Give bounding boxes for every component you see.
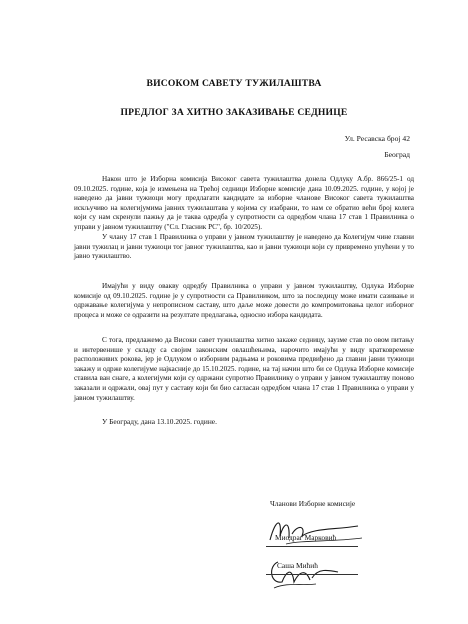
- body-paragraph: Након што је Изборна комисија Високог савета тужилаштва донела Одлуку А.бр. 866/25-1 од 09.10.2025. године, која је измењена на Трећој седници Изборне комисије дана 10.09.2025. године, у којој је наведено да јавни тужиоци могу предлагати кандидате за изборне чланове Високог савета тужилаштва искључиво на колегијумима јавних тужилаштава у којима су изабрани, то нам се обратио већи број колега који су нам скренули пажњу да је таква одредба у супротности са одредбом члана 17 став 1 Правилника о управи у јавном тужилаштву ("Сл. Гласник РС", бр. 10/2025).: [74, 175, 414, 231]
- address-street: Ул. Ресавска број 42: [344, 134, 410, 143]
- body-paragraph: Имајући у виду овакву одредбу Правилника о управи у јавном тужилаштву, Одлука Изборне комисије од 09.10.2025. године је у супротности са Правилником, што за последицу може имати сазивање и одржавање колегијума у непрописном саставу, што даље може довести до компромитовања целог изборног процеса и може се одразити на резултате предлагања, односно избора кандидата.: [74, 282, 414, 319]
- signature-line-2: [266, 574, 358, 575]
- document-subject: ПРЕДЛОГ ЗА ХИТНО ЗАКАЗИВАЊЕ СЕДНИЦЕ: [120, 107, 348, 118]
- recipient-address: [345, 131, 410, 163]
- body-paragraph: С тога, предлажемо да Високи савет тужилаштва хитно закаже седницу, заузме став по овом питању и интервенише у складу са својим законским овлашћењима, нарочито имајући у виду кратковремене расположивих рокова, јер је Одлуком о изборним радњама и роковима предвиђено да главни јавни тужиоци закажу и одрже колегијуме најкасније до 15.10.2025. године, на тај начин што би се Одлука Изборне комисије ставила ван снаге, а колегијуми који су одржани супротно Правилнику о управи у јавном тужилаштву поново заказали и одржали, овај пут у саставу који би био сагласан одредбом члана 17 став 1 Правилника о управи у јавном тужилаштву.: [74, 336, 414, 402]
- signature-1: [262, 514, 372, 548]
- address-city: Београд: [384, 150, 410, 159]
- place-and-date: У Београду, дана 13.10.2025. године.: [102, 417, 217, 426]
- signature-line-1: [266, 546, 358, 547]
- members-title: Чланови Изборне комисије: [270, 499, 356, 508]
- body-paragraph: У члану 17 став 1 Правилника о управи у јавном тужилаштву је наведено да Колегијум чине главни јавни тужилац и јавни тужиоци тог јавног тужилаштва, као и јавни тужиоци који су привремено упућени у то јавно тужилаштво.: [74, 233, 414, 261]
- member-name-1: Миодраг Марковић: [275, 533, 337, 542]
- signature-2: [266, 552, 366, 592]
- member-name-2: Саша Мићић: [277, 561, 318, 570]
- document-heading: ВИСОКОМ САВЕТУ ТУЖИЛАШТВА: [146, 78, 322, 89]
